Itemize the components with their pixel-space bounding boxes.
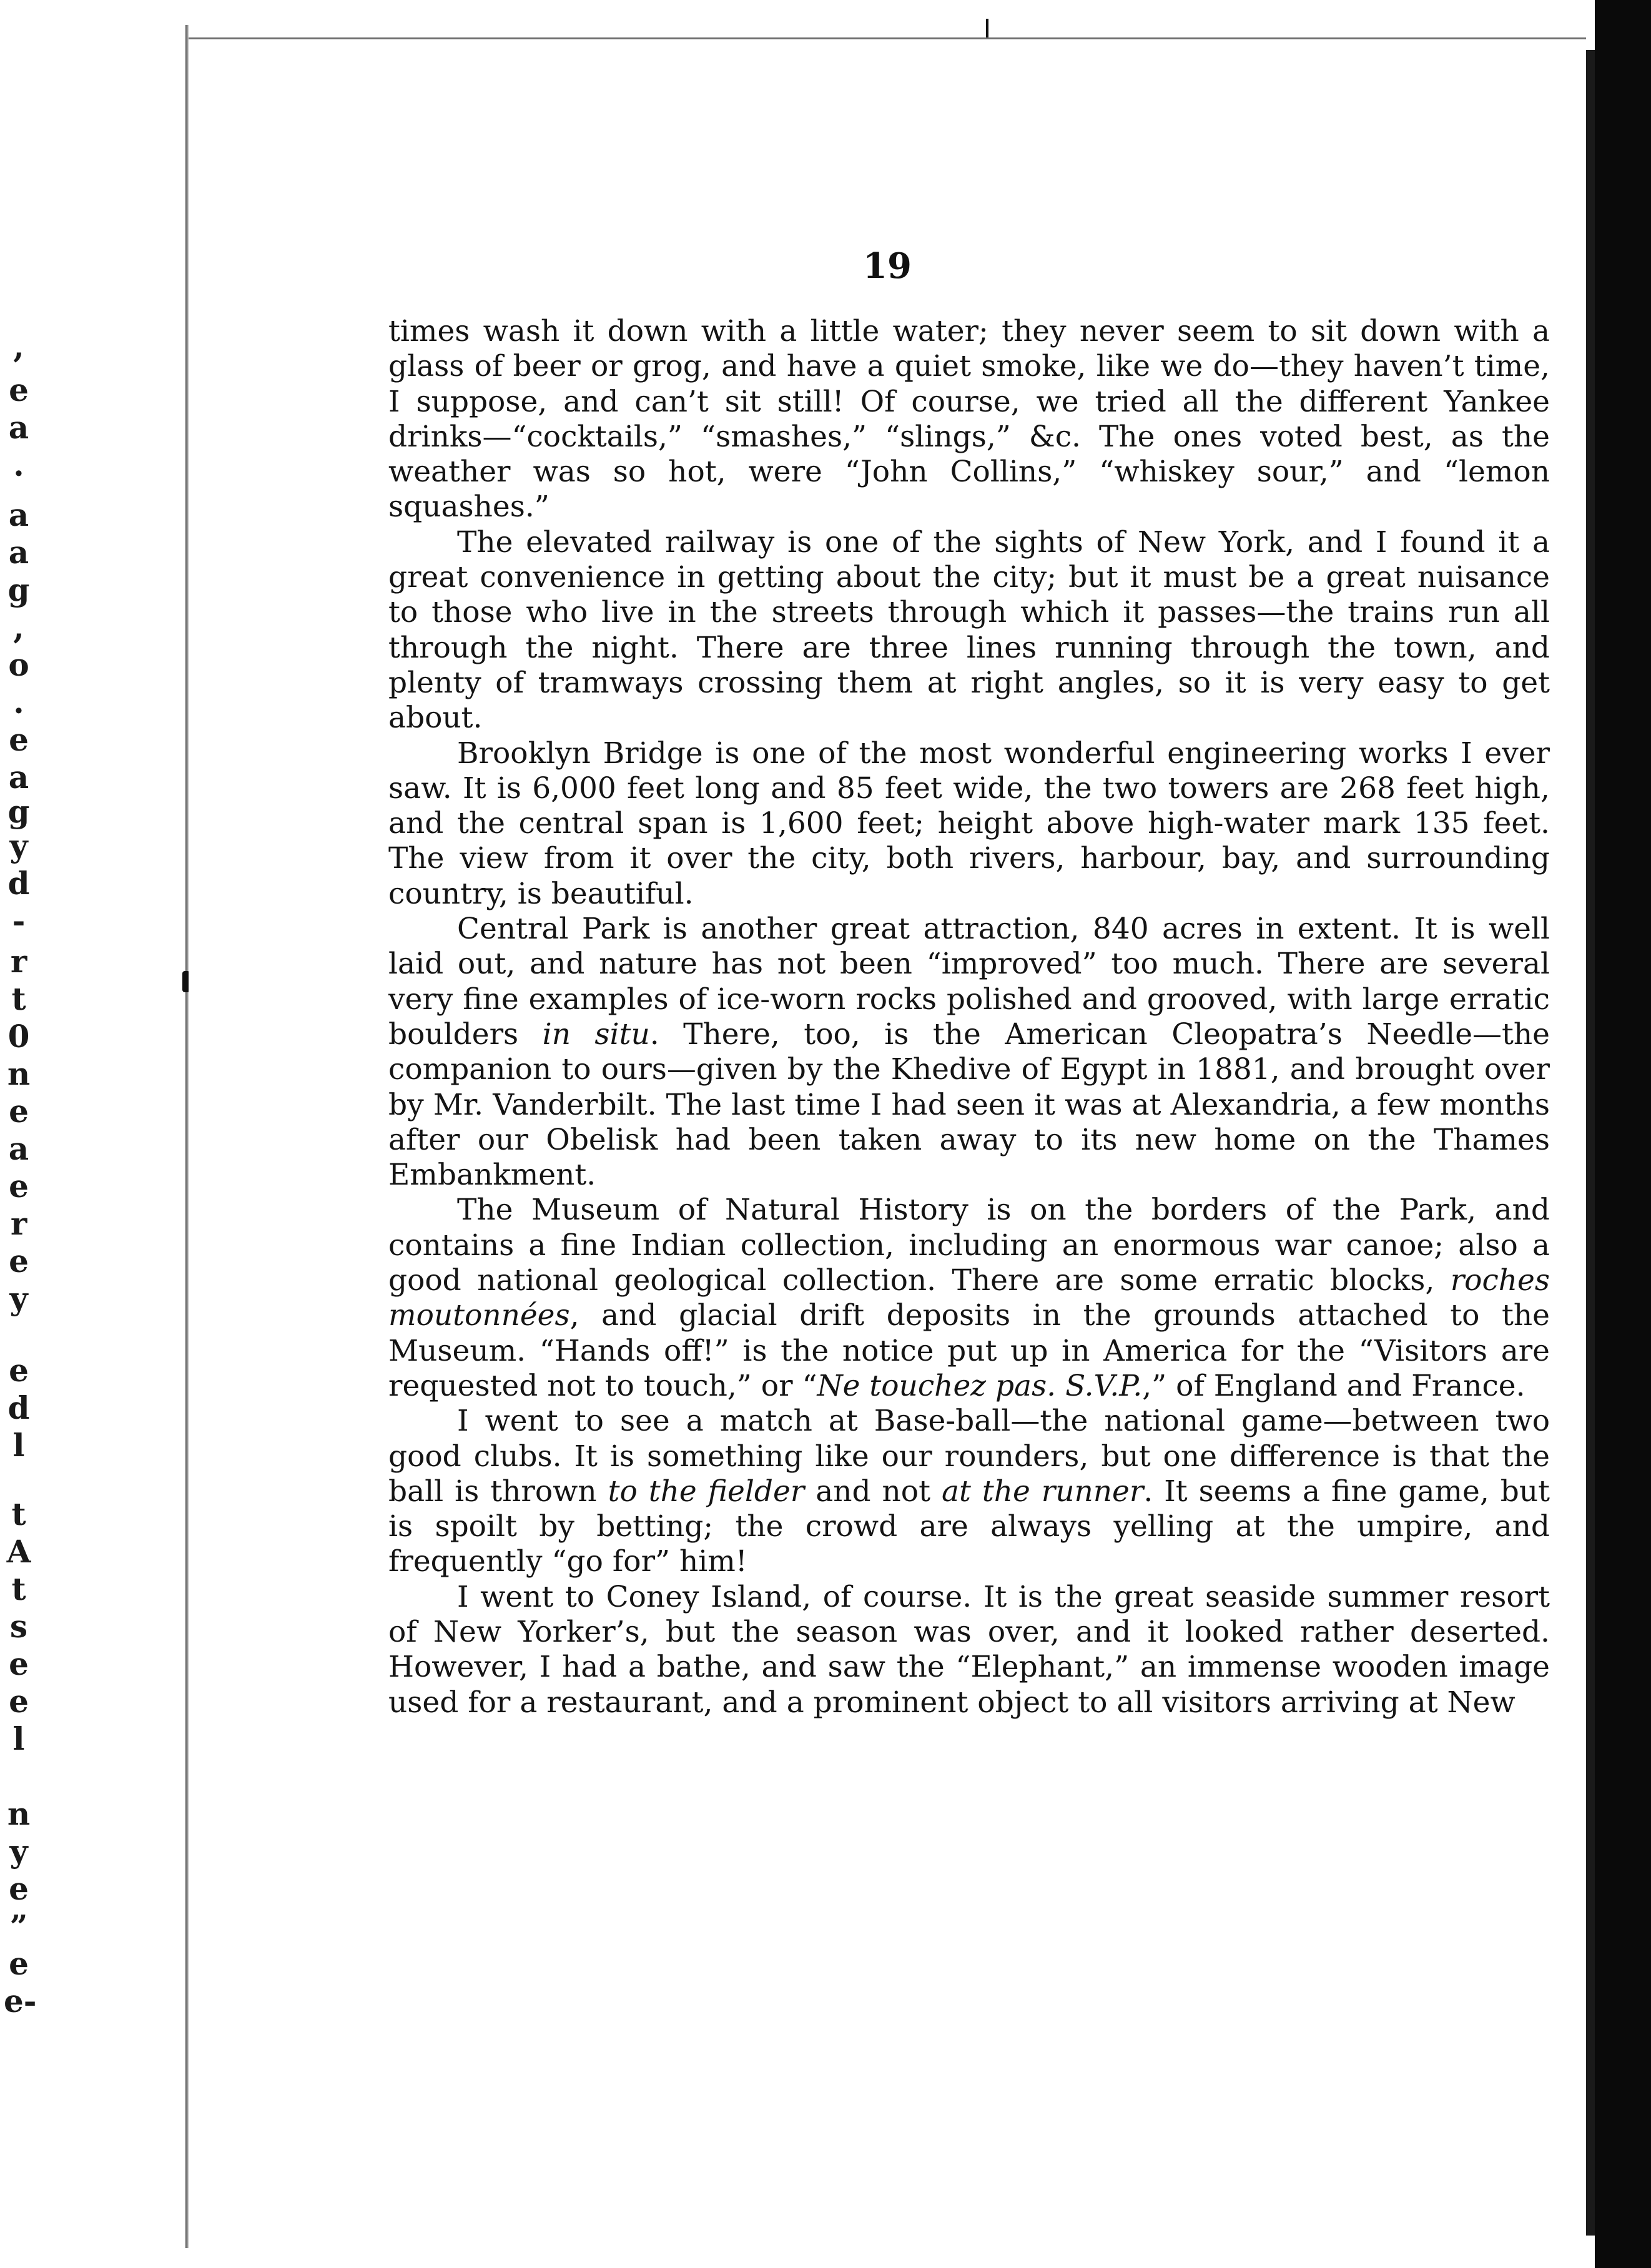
italic-phrase: to the fielder [608, 1474, 805, 1509]
adjacent-left-page [0, 0, 187, 2268]
left-page-fragment: e [9, 1352, 29, 1389]
left-page-fragment: e [9, 1945, 29, 1982]
paragraph-2 [388, 525, 1550, 736]
left-page-fragment: 0 [7, 1018, 30, 1055]
left-page-fragment: t [11, 1496, 26, 1532]
text-run: , and glacial drift deposits in the grounds attached to the Museum. “Hands off!” is the notice put up in America for the “Visitors are requested not to touch,” or “ [388, 1298, 1550, 1403]
left-page-fragment: t [11, 980, 26, 1017]
left-page-fragment: a [8, 534, 29, 571]
left-page-fragment: d [7, 865, 30, 902]
left-page-fragment: - [12, 902, 26, 939]
left-page-fragment: y [9, 1833, 28, 1870]
left-page-fragment: A [6, 1533, 31, 1570]
scan-border-right [1595, 0, 1651, 2268]
left-page-fragment: e [9, 1645, 29, 1682]
text-run: . There, too, is the American Cleopatra’s Needle—the companion to ours—given by the Khedive of Egypt in 1881, and brought over by Mr. Vanderbilt. The last time I had seen it was at Alexandria, a few months after our Obelisk had been taken away to its new home on the Thames Embankment. [388, 1017, 1550, 1193]
left-page-fragment: y [9, 827, 28, 864]
italic-phrase: in situ [542, 1017, 650, 1052]
left-page-fragment: r [10, 1205, 27, 1242]
left-page-fragment: d [7, 1389, 30, 1426]
italic-phrase: at the runner [941, 1474, 1144, 1509]
left-page-fragment: s [9, 1608, 28, 1645]
left-page-fragment: l [12, 1427, 25, 1464]
left-page-fragment: a [8, 496, 29, 533]
book-page [189, 37, 1586, 2250]
left-page-fragment: g [7, 793, 30, 830]
text-run: The elevated railway is one of the sights of New York, and I found it a great convenience in getting about the city; but it must be a great nuisance to those who live in the streets through which it passes—the trains run all through the night. There are three lines running through the town, and plenty of tramways crossing them at right angles, so it is very easy to get about. [388, 525, 1550, 736]
left-page-fragment: g [7, 571, 30, 608]
italic-phrase: roches moutonnées [388, 1263, 1550, 1333]
text-run: The Museum of Natural History is on the borders of the Park, and contains a fine Indian collection, including an enormous war canoe; also a good national geological collection. There are some erratic blocks, [388, 1193, 1550, 1298]
text-run: I went to Coney Island, of course. It is the great seaside summer resort of New Yorker’s, but the season was over, and it looked rather deserted. However, I had a bathe, and saw the “Elephant,” an immense wooden image used for a restaurant, and a prominent object to all visitors arriving at New [388, 1579, 1550, 1720]
page-number: 19 [863, 245, 912, 287]
left-page-fragment: e- [4, 1983, 37, 2019]
left-page-fragment: n [7, 1795, 31, 1832]
text-run: Central Park is another great attraction, 840 acres in extent. It is well laid out, and nature has not been “improved” too much. There are several very fine examples of ice-worn rocks polished and grooved, with large erratic boulders [388, 912, 1550, 1052]
page-edge-shadow [1586, 50, 1595, 2236]
left-page-fragment: a [8, 409, 29, 446]
paragraph-6 [388, 1404, 1550, 1579]
left-page-fragment: e [9, 1243, 29, 1279]
paragraph-3 [388, 736, 1550, 912]
left-page-fragment: l [12, 1720, 25, 1757]
text-run: . It seems a fine game, but is spoilt by betting; the crowd are always yelling at the umpire, and frequently “go for” him! [388, 1474, 1550, 1579]
left-page-fragment: e [9, 372, 29, 408]
left-page-fragment: , [13, 328, 24, 365]
page-body-text [388, 314, 1550, 1720]
left-page-fragment: a [8, 759, 29, 796]
text-run: I went to see a match at Base-ball—the national game—between two good clubs. It is something like our rounders, but one difference is that the ball is thrown [388, 1404, 1550, 1509]
left-page-fragment: e [9, 1168, 29, 1205]
left-page-fragment: e [9, 1683, 29, 1720]
left-page-text-fragments [0, 0, 37, 2268]
left-page-fragment: e [9, 1093, 29, 1130]
left-page-fragment: o [8, 646, 29, 683]
italic-phrase: Ne touchez pas. S.V.P. [817, 1368, 1143, 1403]
left-page-fragment: , [13, 609, 24, 646]
paragraph-4 [388, 912, 1550, 1193]
left-page-fragment: t [11, 1570, 26, 1607]
text-run: Brooklyn Bridge is one of the most wonderful engineering works I ever saw. It is 6,000 feet long and 85 feet wide, the two towers are 268 feet high, and the central span is 1,600 feet; height above high-water mark 135 feet. The view from it over the city, both rivers, harbour, bay, and surrounding country, is beautiful. [388, 736, 1550, 911]
left-page-fragment: y [9, 1280, 28, 1317]
left-page-fragment: r [10, 943, 27, 980]
paragraph-7 [388, 1580, 1550, 1720]
left-page-fragment: . [13, 684, 24, 721]
text-run: times wash it down with a little water; they never seem to sit down with a glass of beer or grog, and have a quiet smoke, like we do—they haven’t time, I suppose, and can’t sit still! Of course, we tried all the different Yankee drinks—“cocktails,” “smashes,” “slings,” &c. The ones voted best, as the weather was so hot, were “John Collins,” “whiskey sour,” and “lemon squashes.” [388, 314, 1550, 525]
left-page-fragment: . [13, 446, 24, 483]
paragraph-1 [388, 314, 1550, 525]
left-page-fragment: e [9, 721, 29, 758]
text-run: and not [804, 1474, 942, 1509]
left-page-fragment: n [7, 1055, 31, 1092]
paragraph-5 [388, 1193, 1550, 1404]
left-page-fragment: a [8, 1130, 29, 1167]
text-run: ,” of England and France. [1142, 1368, 1525, 1403]
left-page-fragment: e [9, 1870, 29, 1907]
left-page-fragment: ” [9, 1908, 28, 1945]
